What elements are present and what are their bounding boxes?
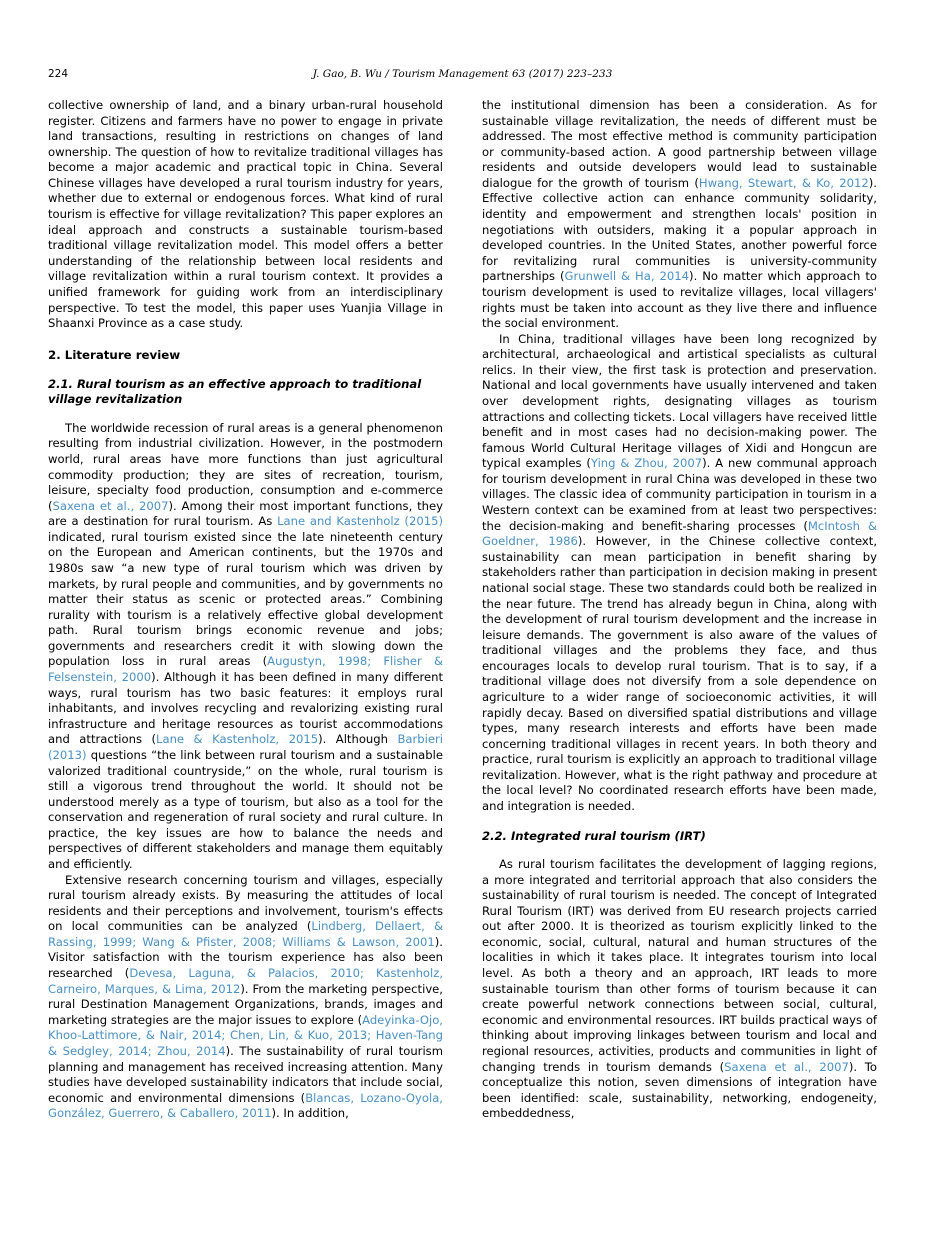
paragraph-text: ). In addition, xyxy=(271,1106,349,1121)
citation-link[interactable]: Lane and Kastenholz (2015) xyxy=(277,514,443,529)
citation-link[interactable]: Lane & Kastenholz, 2015 xyxy=(156,732,319,747)
citation-link[interactable]: Devesa, Laguna, & Palacios, 2010; Kastenholz, Carneiro, Marques, & Lima, 2012 xyxy=(48,966,444,996)
paragraph-text: ). Effective collective action can enhance community solidarity, identity and empowerment and strengthen locals' position in negotiations with outsiders, making it a popular approach in developed countries. In the United States, another powerful force for revitalizing rural communities is university-community partnerships ( xyxy=(482,175,877,284)
right-column xyxy=(482,98,877,1122)
paragraph-irt xyxy=(482,857,877,1122)
page-number: 224 xyxy=(48,68,69,80)
citation-link[interactable]: Saxena et al., 2007 xyxy=(52,498,169,513)
paragraph-text: collective ownership of land, and a binary urban-rural household register. Citizens and farmers have no power to engage in private land transactions, resulting in restrictions on changes of land ownership. The question of how to revitalize traditional villages has become a major academic and practical topic in China. Several Chinese villages have developed a rural tourism industry for years, whether due to external or endogenous forces. What kind of rural tourism is effective for village revitalization? This paper explores an ideal approach and constructs a sustainable tourism-based traditional village revitalization model. This model offers a better understanding of the relationship between local residents and village revitalization within a rural tourism context. It provides a unified framework for guiding work from an interdisciplinary perspective. To test the model, this paper uses Yuanjia Village in Shaanxi Province as a case study. xyxy=(48,98,443,331)
paragraph-text: Extensive research concerning tourism and villages, especially rural tourism already exists. By measuring the attitudes of local residents and their perceptions and involvement, tourism's effects on local communities can be analyzed ( xyxy=(48,872,443,934)
citation-link[interactable]: Lindberg, Dellaert, & Rassing, 1999; Wang & Pfister, 2008; Williams & Lawson, 2001 xyxy=(48,919,443,949)
paragraph-rural-tourism xyxy=(48,421,443,873)
two-column-body xyxy=(48,98,877,1122)
citation-link[interactable]: Ying & Zhou, 2007 xyxy=(590,456,703,471)
left-column xyxy=(48,98,443,1122)
section-heading-literature-review: 2. Literature review xyxy=(48,347,181,362)
citation-link[interactable]: Blancas, Lozano-Oyola, González, Guerrero, & Caballero, 2011 xyxy=(48,1090,443,1121)
paragraph-text: the institutional dimension has been a consideration. As for sustainable village revitalization, the needs of different must be addressed. The most effective method is community participation or community-based action. A good partnership between village residents and outside developers would lead to sustainable dialogue for the growth of tourism ( xyxy=(482,98,877,190)
paragraph-text: ). A new communal approach for tourism development in rural China was developed in these two villages. The classic idea of community participation in tourism in a Western context can be examined from at least two perspectives: the decision-making and benefit-sharing processes ( xyxy=(482,456,877,533)
paragraph-text: indicated, rural tourism existed since the late nineteenth century on the European and American continents, but the 1970s and 1980s saw “a new type of rural tourism which was driven by markets, by rural people and communities, and by governments no matter their status as scenic or protected areas.” Combining rurality with tourism is a relatively effective global development path. Rural tourism brings economic revenue and jobs; governments and researchers credit it with slowing down the population loss in rural areas ( xyxy=(48,529,443,669)
paragraph-text: ). To conceptualize this notion, seven dimensions of integration have been identified: scale, sustainability, networking, endogeneity, embeddedness, xyxy=(482,1059,877,1121)
paragraph-extensive-research xyxy=(48,873,443,1122)
running-title: J. Gao, B. Wu / Tourism Management 63 (2017) 223–233 xyxy=(312,68,613,80)
paragraph-text: ). From the marketing perspective, rural Destination Management Organizations, brands, images and marketing strategies are the major issues to explore ( xyxy=(48,981,443,1027)
citation-link[interactable]: Augustyn, 1998; Flisher & Felsenstein, 2000 xyxy=(48,654,443,685)
page-header xyxy=(48,68,877,84)
subsection-heading-2-1: 2.1. Rural tourism as an effective approach to traditional village revitalization xyxy=(48,377,422,407)
citation-link[interactable]: Grunwell & Ha, 2014 xyxy=(564,269,690,284)
paragraph-text: ). Although it has been defined in many different ways, rural tourism has two basic features: it employs rural inhabitants, and involves recycling and revalorizing existing rural infrastructure and heritage resources as tourist accommodations and attractions ( xyxy=(48,670,444,747)
paragraph-institutional-dimension xyxy=(482,98,877,332)
paragraph-text: ). Visitor satisfaction with the tourism experience has also been researched ( xyxy=(48,934,443,981)
subsection-heading-2-2: 2.2. Integrated rural tourism (IRT) xyxy=(482,828,706,843)
citation-link[interactable]: Hwang, Stewart, & Ko, 2012 xyxy=(698,175,869,190)
citation-link[interactable]: Adeyinka-Ojo, Khoo-Lattimore, & Nair, 2014; Chen, Lin, & Kuo, 2013; Haven-Tang & Sedgley, 2014; Zhou, 2014 xyxy=(48,1012,443,1058)
citation-link[interactable]: Barbieri (2013) xyxy=(48,732,443,762)
paragraph-continuation xyxy=(48,98,443,332)
paragraph-text: The worldwide recession of rural areas is a general phenomenon resulting from industrial civilization. However, in the postmodern world, rural areas have more functions than just agricultural commodity production; they are sites of recreation, tourism, leisure, specialty food production, consumption and e-commerce ( xyxy=(48,420,443,513)
paragraph-text: questions “the link between rural tourism and a sustainable valorized traditional countryside,” on the whole, rural tourism is still a vigorous trend throughout the world. It should not be understood merely as a type of tourism, but also as a tool for the conservation and regeneration of rural society and rural culture. In practice, the key issues are how to balance the needs and perspectives of different stakeholders and manage them equitably and efficiently. xyxy=(48,747,443,871)
paragraph-text: As rural tourism facilitates the development of lagging regions, a more integrated and territorial approach that also considers the sustainability of rural tourism is needed. The concept of Integrated Rural Tourism (IRT) was derived from EU research projects carried out after 2000. It is theorized as tourism explicitly linked to the economic, social, cultural, natural and human structures of the localities in which it takes place. It integrates tourism into local level. As both a theory and an approach, IRT leads to more sustainable tourism than other forms of tourism because it can create powerful network connections between social, cultural, economic and environmental resources. IRT builds practical ways of thinking about improving linkages between tourism and local and regional resources, activities, products and communities in light of changing trends in tourism demands ( xyxy=(482,857,877,1074)
paragraph-text: In China, traditional villages have been long recognized by architectural, archaeological and artistical specialists as cultural relics. In their view, the first task is protection and preservation. National and local governments have usually intervened and taken over development rights, designating villages as tourism attractions and collecting tickets. Local villagers have received little benefit and in most cases had no decision-making power. The famous World Cultural Heritage villages of Xidi and Hongcun are typical examples ( xyxy=(482,331,877,471)
citation-link[interactable]: McIntosh & Goeldner, 1986 xyxy=(482,518,877,549)
paragraph-text: ). Among their most important functions, they are a destination for rural tourism. As xyxy=(48,498,443,529)
paragraph-text: ). The sustainability of rural tourism planning and management has received increasing attention. Many studies have developed sustainability indicators that include social, economic and environmental dimensions ( xyxy=(48,1043,443,1105)
paragraph-text: ). However, in the Chinese collective context, sustainability can mean participation in benefit sharing by stakeholders rather than participation in decision making in present national social stage. These two standards could both be realized in the near future. The trend has already begun in China, along with the development of rural tourism development and the increase in leisure demands. The government is also aware of the values of traditional villages and the problems they face, and thus encourages locals to develop rural tourism. That is to say, if a traditional village does not diversify from a sole dependence on agriculture to a wider range of socioeconomic activities, it will rapidly decay. Based on diversified spatial distributions and village types, many research interests and efforts have been made concerning traditional villages in recent years. In both theory and practice, rural tourism is explicitly an approach to traditional village revitalization. However, what is the right pathway and procedure at the local level? No coordinated research efforts have been made, and integration is needed. xyxy=(482,534,878,814)
paragraph-china-villages xyxy=(482,332,877,815)
paragraph-text: ). Although xyxy=(318,732,398,747)
citation-link[interactable]: Saxena et al., 2007 xyxy=(724,1059,849,1074)
paragraph-text: ). No matter which approach to tourism development is used to revitalize villages, local villagers' rights must be taken into account as they live there and influence the social environment. xyxy=(482,269,877,331)
